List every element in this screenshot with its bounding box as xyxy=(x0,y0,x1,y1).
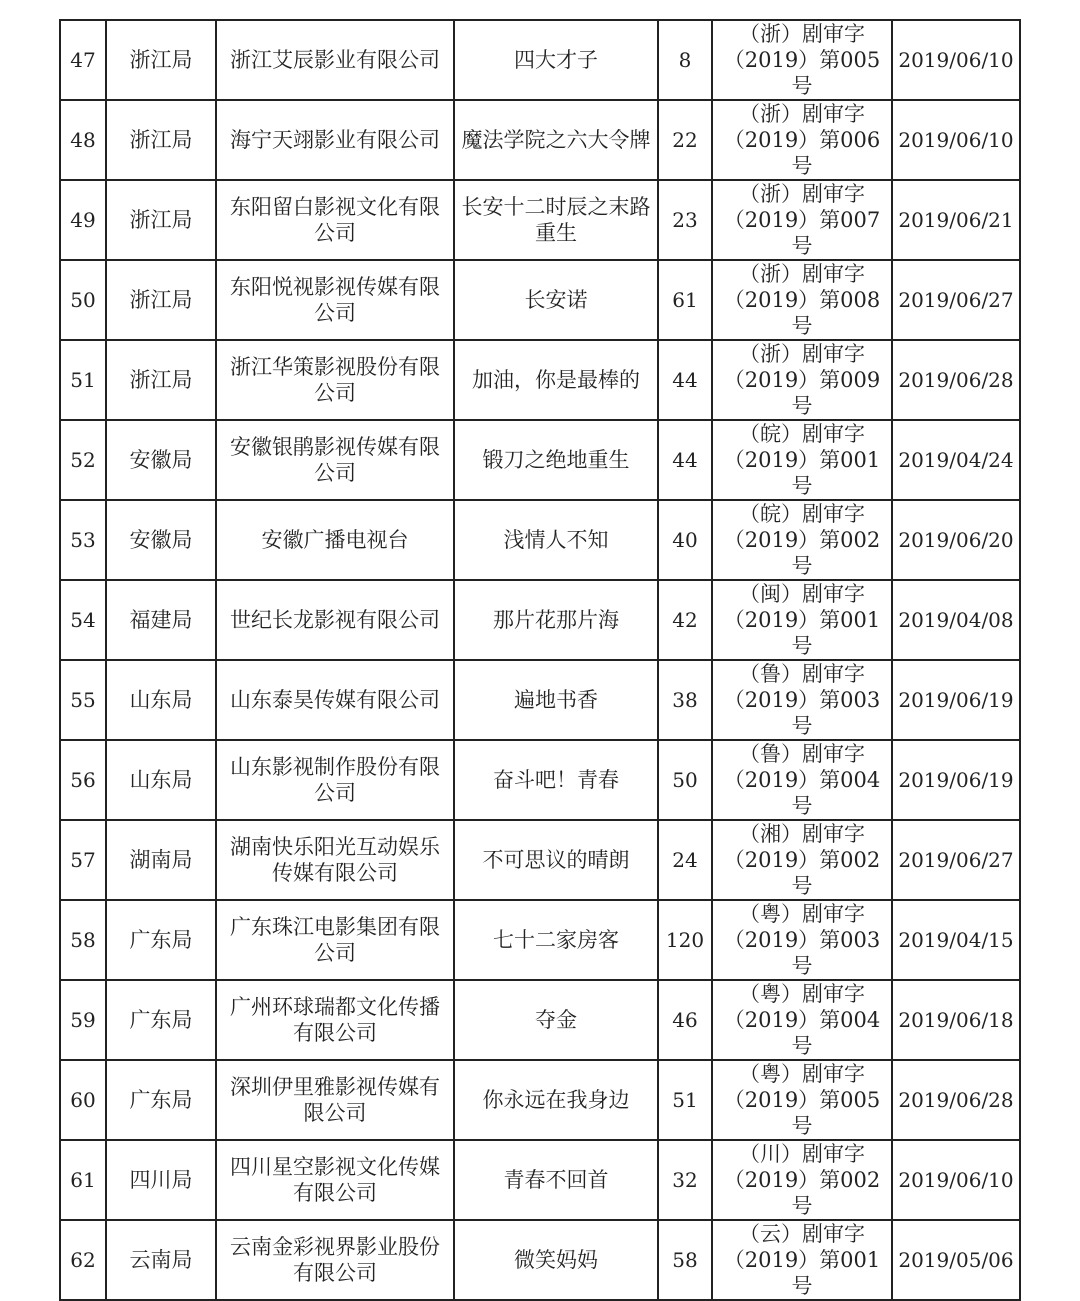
row-number-cell: 53 xyxy=(60,500,106,580)
permit-number-cell xyxy=(712,100,892,180)
company-cell: 山东影视制作股份有限公司 xyxy=(216,740,454,820)
permit-prefix: （浙）剧审字 xyxy=(739,262,865,286)
permit-prefix: （湘）剧审字 xyxy=(739,822,865,846)
approval-date-cell: 2019/06/20 xyxy=(892,500,1020,580)
episode-count-cell: 58 xyxy=(658,1220,712,1300)
bureau-cell: 浙江局 xyxy=(106,20,216,100)
company-cell: 山东泰昊传媒有限公司 xyxy=(216,660,454,740)
bureau-cell: 云南局 xyxy=(106,1220,216,1300)
permit-prefix: （粤）剧审字 xyxy=(739,902,865,926)
permit-prefix: （浙）剧审字 xyxy=(739,102,865,126)
row-number-cell: 61 xyxy=(60,1140,106,1220)
row-number-cell: 49 xyxy=(60,180,106,260)
drama-title-cell: 长安十二时辰之末路重生 xyxy=(454,180,658,260)
permit-serial: （2019）第005号 xyxy=(723,48,881,98)
bureau-cell: 广东局 xyxy=(106,980,216,1060)
episode-count-cell: 44 xyxy=(658,420,712,500)
permit-serial: （2019）第001号 xyxy=(723,608,881,658)
permit-serial: （2019）第003号 xyxy=(723,688,881,738)
permit-serial: （2019）第008号 xyxy=(723,288,881,338)
row-number-cell: 47 xyxy=(60,20,106,100)
permit-number-cell xyxy=(712,260,892,340)
episode-count-cell: 51 xyxy=(658,1060,712,1140)
episode-count-cell: 24 xyxy=(658,820,712,900)
drama-title-cell: 锻刀之绝地重生 xyxy=(454,420,658,500)
bureau-cell: 山东局 xyxy=(106,740,216,820)
table-row xyxy=(60,580,1020,660)
drama-title-cell: 四大才子 xyxy=(454,20,658,100)
permit-prefix: （云）剧审字 xyxy=(739,1222,865,1246)
table-row xyxy=(60,100,1020,180)
company-cell: 广东珠江电影集团有限公司 xyxy=(216,900,454,980)
company-cell: 安徽银鹃影视传媒有限公司 xyxy=(216,420,454,500)
approval-date-cell: 2019/04/15 xyxy=(892,900,1020,980)
bureau-cell: 广东局 xyxy=(106,1060,216,1140)
permit-prefix: （川）剧审字 xyxy=(739,1142,865,1166)
episode-count-cell: 44 xyxy=(658,340,712,420)
approval-date-cell: 2019/06/27 xyxy=(892,820,1020,900)
permit-serial: （2019）第001号 xyxy=(723,448,881,498)
company-cell: 湖南快乐阳光互动娱乐传媒有限公司 xyxy=(216,820,454,900)
permit-serial: （2019）第004号 xyxy=(723,768,881,818)
permit-number-cell xyxy=(712,20,892,100)
row-number-cell: 56 xyxy=(60,740,106,820)
episode-count-cell: 23 xyxy=(658,180,712,260)
permit-serial: （2019）第002号 xyxy=(723,528,881,578)
permit-prefix: （浙）剧审字 xyxy=(739,182,865,206)
episode-count-cell: 38 xyxy=(658,660,712,740)
episode-count-cell: 40 xyxy=(658,500,712,580)
company-cell: 广州环球瑞都文化传播有限公司 xyxy=(216,980,454,1060)
table-row xyxy=(60,500,1020,580)
row-number-cell: 59 xyxy=(60,980,106,1060)
permit-number-cell xyxy=(712,1140,892,1220)
permit-prefix: （鲁）剧审字 xyxy=(739,742,865,766)
row-number-cell: 52 xyxy=(60,420,106,500)
permit-serial: （2019）第002号 xyxy=(723,848,881,898)
company-cell: 四川星空影视文化传媒有限公司 xyxy=(216,1140,454,1220)
episode-count-cell: 61 xyxy=(658,260,712,340)
approval-date-cell: 2019/06/28 xyxy=(892,340,1020,420)
drama-title-cell: 浅情人不知 xyxy=(454,500,658,580)
table-row xyxy=(60,900,1020,980)
company-cell: 浙江艾辰影业有限公司 xyxy=(216,20,454,100)
company-cell: 浙江华策影视股份有限公司 xyxy=(216,340,454,420)
drama-title-cell: 遍地书香 xyxy=(454,660,658,740)
permit-number-cell xyxy=(712,1060,892,1140)
table-row xyxy=(60,1220,1020,1300)
permit-prefix: （粤）剧审字 xyxy=(739,1062,865,1086)
permit-prefix: （皖）剧审字 xyxy=(739,422,865,446)
filing-table xyxy=(59,19,1021,1301)
episode-count-cell: 120 xyxy=(658,900,712,980)
bureau-cell: 浙江局 xyxy=(106,340,216,420)
permit-prefix: （粤）剧审字 xyxy=(739,982,865,1006)
permit-serial: （2019）第001号 xyxy=(723,1248,881,1298)
company-cell: 云南金彩视界影业股份有限公司 xyxy=(216,1220,454,1300)
permit-serial: （2019）第006号 xyxy=(723,128,881,178)
drama-title-cell: 那片花那片海 xyxy=(454,580,658,660)
bureau-cell: 广东局 xyxy=(106,900,216,980)
row-number-cell: 54 xyxy=(60,580,106,660)
bureau-cell: 安徽局 xyxy=(106,420,216,500)
permit-number-cell xyxy=(712,180,892,260)
table-body xyxy=(60,20,1020,1300)
table-row xyxy=(60,340,1020,420)
row-number-cell: 50 xyxy=(60,260,106,340)
episode-count-cell: 8 xyxy=(658,20,712,100)
bureau-cell: 福建局 xyxy=(106,580,216,660)
permit-prefix: （闽）剧审字 xyxy=(739,582,865,606)
company-cell: 海宁天翊影业有限公司 xyxy=(216,100,454,180)
episode-count-cell: 46 xyxy=(658,980,712,1060)
drama-title-cell: 奋斗吧！青春 xyxy=(454,740,658,820)
drama-title-cell: 魔法学院之六大令牌 xyxy=(454,100,658,180)
company-cell: 世纪长龙影视有限公司 xyxy=(216,580,454,660)
approval-date-cell: 2019/04/24 xyxy=(892,420,1020,500)
permit-prefix: （鲁）剧审字 xyxy=(739,662,865,686)
approval-date-cell: 2019/06/27 xyxy=(892,260,1020,340)
permit-number-cell xyxy=(712,340,892,420)
permit-prefix: （浙）剧审字 xyxy=(739,22,865,46)
approval-date-cell: 2019/06/10 xyxy=(892,100,1020,180)
approval-date-cell: 2019/06/28 xyxy=(892,1060,1020,1140)
approval-date-cell: 2019/05/06 xyxy=(892,1220,1020,1300)
drama-title-cell: 青春不回首 xyxy=(454,1140,658,1220)
drama-title-cell: 七十二家房客 xyxy=(454,900,658,980)
approval-date-cell: 2019/06/19 xyxy=(892,660,1020,740)
table-row xyxy=(60,1060,1020,1140)
approval-date-cell: 2019/06/19 xyxy=(892,740,1020,820)
company-cell: 安徽广播电视台 xyxy=(216,500,454,580)
permit-number-cell xyxy=(712,420,892,500)
permit-number-cell xyxy=(712,820,892,900)
table-row xyxy=(60,1140,1020,1220)
permit-number-cell xyxy=(712,980,892,1060)
drama-title-cell: 你永远在我身边 xyxy=(454,1060,658,1140)
permit-number-cell xyxy=(712,660,892,740)
permit-serial: （2019）第004号 xyxy=(723,1008,881,1058)
table-row xyxy=(60,180,1020,260)
permit-number-cell xyxy=(712,900,892,980)
table-row xyxy=(60,420,1020,500)
permit-prefix: （皖）剧审字 xyxy=(739,502,865,526)
permit-number-cell xyxy=(712,580,892,660)
bureau-cell: 四川局 xyxy=(106,1140,216,1220)
permit-serial: （2019）第009号 xyxy=(723,368,881,418)
row-number-cell: 48 xyxy=(60,100,106,180)
company-cell: 东阳悦视影视传媒有限公司 xyxy=(216,260,454,340)
approval-date-cell: 2019/06/10 xyxy=(892,20,1020,100)
permit-serial: （2019）第005号 xyxy=(723,1088,881,1138)
permit-number-cell xyxy=(712,740,892,820)
table-row xyxy=(60,820,1020,900)
row-number-cell: 51 xyxy=(60,340,106,420)
table-row xyxy=(60,260,1020,340)
row-number-cell: 62 xyxy=(60,1220,106,1300)
drama-title-cell: 加油，你是最棒的 xyxy=(454,340,658,420)
bureau-cell: 浙江局 xyxy=(106,260,216,340)
table-row xyxy=(60,980,1020,1060)
drama-title-cell: 不可思议的晴朗 xyxy=(454,820,658,900)
approval-date-cell: 2019/04/08 xyxy=(892,580,1020,660)
permit-number-cell xyxy=(712,1220,892,1300)
approval-date-cell: 2019/06/18 xyxy=(892,980,1020,1060)
row-number-cell: 58 xyxy=(60,900,106,980)
row-number-cell: 55 xyxy=(60,660,106,740)
table-row xyxy=(60,740,1020,820)
company-cell: 深圳伊里雅影视传媒有限公司 xyxy=(216,1060,454,1140)
bureau-cell: 山东局 xyxy=(106,660,216,740)
row-number-cell: 57 xyxy=(60,820,106,900)
company-cell: 东阳留白影视文化有限公司 xyxy=(216,180,454,260)
table-row xyxy=(60,20,1020,100)
episode-count-cell: 42 xyxy=(658,580,712,660)
table-row xyxy=(60,660,1020,740)
episode-count-cell: 32 xyxy=(658,1140,712,1220)
bureau-cell: 浙江局 xyxy=(106,180,216,260)
approval-date-cell: 2019/06/21 xyxy=(892,180,1020,260)
bureau-cell: 浙江局 xyxy=(106,100,216,180)
drama-title-cell: 夺金 xyxy=(454,980,658,1060)
permit-serial: （2019）第003号 xyxy=(723,928,881,978)
permit-prefix: （浙）剧审字 xyxy=(739,342,865,366)
row-number-cell: 60 xyxy=(60,1060,106,1140)
permit-serial: （2019）第007号 xyxy=(723,208,881,258)
bureau-cell: 安徽局 xyxy=(106,500,216,580)
bureau-cell: 湖南局 xyxy=(106,820,216,900)
drama-title-cell: 微笑妈妈 xyxy=(454,1220,658,1300)
drama-title-cell: 长安诺 xyxy=(454,260,658,340)
episode-count-cell: 22 xyxy=(658,100,712,180)
permit-number-cell xyxy=(712,500,892,580)
approval-date-cell: 2019/06/10 xyxy=(892,1140,1020,1220)
permit-serial: （2019）第002号 xyxy=(723,1168,881,1218)
episode-count-cell: 50 xyxy=(658,740,712,820)
